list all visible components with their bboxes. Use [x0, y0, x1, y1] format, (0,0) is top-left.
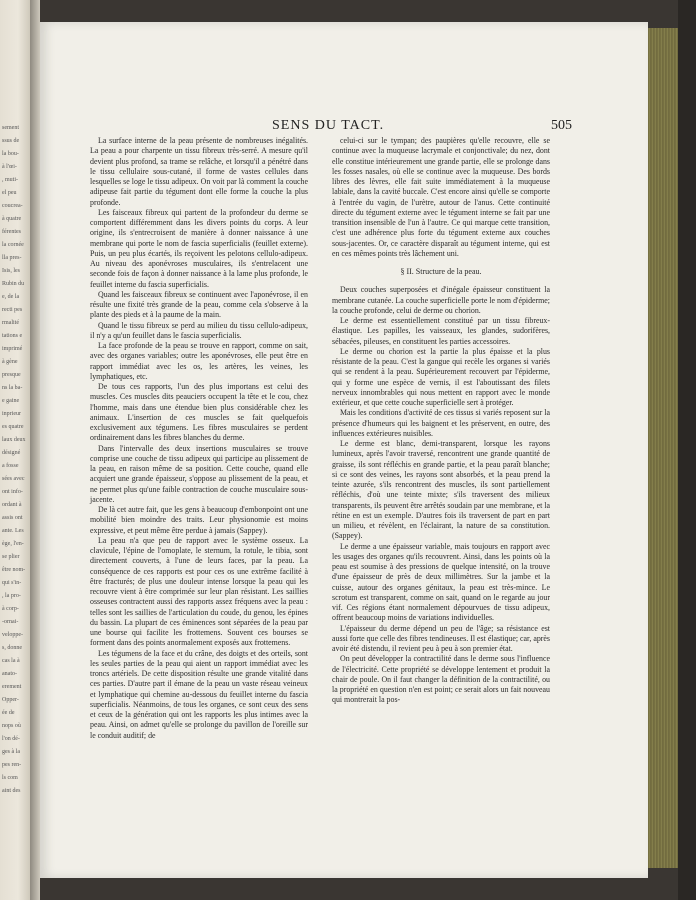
facing-page-fragment: , la pro- — [2, 593, 21, 599]
facing-page-fragment: férentes — [2, 229, 21, 235]
facing-page-fragment: laux deux — [2, 437, 26, 443]
facing-page-fragment: à corp- — [2, 606, 19, 612]
facing-page-fragment: à l'œi- — [2, 164, 17, 170]
facing-page-fragment: Opper- — [2, 697, 19, 703]
facing-page-fragment: el peu — [2, 190, 17, 196]
facing-page-fragment: recti pes — [2, 307, 23, 313]
facing-page-fragment: ante. Les — [2, 528, 24, 534]
facing-page-fragment: nops où — [2, 723, 21, 729]
facing-page-fragment: ordant à — [2, 502, 22, 508]
paragraph: La surface interne de la peau présente de nombreuses inégalités. La peau a pour charpente un tissu fibreux très-serré. A mesure qu'il devient plus profond, sa trame se relâche, et lorsqu'il a pénétré dans le tissu cellulaire sous-cutané, il forme de vastes cellules dans lesquelles se loge le tissu adipeux. On voit par là comment la couche adipeuse fait partie du tégument dont elle forme la couche la plus profonde. — [90, 136, 308, 207]
facing-page-fragment: ges à la — [2, 749, 20, 755]
facing-page-fragment: à gène — [2, 359, 18, 365]
paragraph: Le derme est essentiellement constitué par un tissu fibreux-élastique. Les papilles, les vaisseaux, les glandes, sudorifères, sébacées, pileuses, en constituent les parties accessoires. — [332, 316, 550, 346]
running-title: SENS DU TACT. — [272, 118, 385, 133]
page-number: 505 — [551, 118, 572, 133]
facing-page-fragment: -ornai- — [2, 619, 19, 625]
facing-page-fragment: qui s'in- — [2, 580, 22, 586]
facing-page-fragment: presque — [2, 372, 21, 378]
paragraph: Dans l'intervalle des deux insertions musculaires se trouve comprise une couche de tissu adipeux qui participe au plissement de la peau, en raison même de sa position. Cette couche, quand elle acquiert une grande épaisseur, s'oppose au plissement de la peau, et ne permet plus qu'une faible contraction de couche musculaire sous-jacente. — [90, 443, 308, 504]
facing-page-fragment: coucrea- — [2, 203, 23, 209]
facing-page-fragment: es quatre — [2, 424, 24, 430]
paragraph: Deux couches superposées et d'inégale épaisseur constituent la membrane cutanée. La couche superficielle porte le nom d'épiderme; la couche profonde, celui de derme ou chorion. — [332, 285, 550, 315]
facing-page-fragment: ns la ba- — [2, 385, 23, 391]
facing-page-fragment: , muti- — [2, 177, 18, 183]
facing-page-fragment: anato- — [2, 671, 17, 677]
facing-page-fragment: à quatre — [2, 216, 22, 222]
left-text-column — [90, 136, 308, 741]
facing-page-fragment: a fosse — [2, 463, 19, 469]
facing-page-fragment: e gaine — [2, 398, 20, 404]
book-gutter — [30, 0, 40, 900]
facing-page-fragment: aint des — [2, 788, 21, 794]
paragraph: Le derme a une épaisseur variable, mais toujours en rapport avec les usages des organes qu'ils recouvrent. Ainsi, dans les points où la peau est soumise à des pressions de quelque intensité, on la trouve d'une épaisseur de près de deux millimètres. Sur la jambe et la cuisse, autour des organes génitaux, la peau est très-mince. Le scrotum est transparent, comme on sait, quand on le regarde au jour vif. Ces régions étant normalement dépourvues de tissu adipeux, offrent beaucoup moins de variations individuelles. — [332, 541, 550, 623]
paragraph: Le derme est blanc, demi-transparent, lorsque les rayons lumineux, après l'avoir traversé, rencontrent une grande quantité de graisse, ils sont réfléchis en grande partie, et la peau paraît blanche; si ce sont des veines, les rayons sont absorbés, et la peau prend la teinte azurée, s'ils rencontrent des muscles, ils sont partiellement réfléchis, d'où une teinte mixte; s'ils traversent des milieux transparents, ils peuvent être arrêtés soudain par une membrane, et la rétine en est un exemple. D'autres fois ils traversent de part en part un milieu, et révèlent, en l'éclairant, la nature de sa constitution. (Sappey). — [332, 439, 550, 541]
paragraph: De là cet autre fait, que les gens à beaucoup d'embonpoint ont une mobilité bien moindre des traits. Leur physionomie est moins expressive, et peut même être perdue à jamais (Sappey). — [90, 505, 308, 535]
facing-page-fragment: s, donne — [2, 645, 22, 651]
facing-page-fragment: ont info- — [2, 489, 23, 495]
paragraph: Les tégumens de la face et du crâne, des doigts et des orteils, sont les seules parties de la peau qui aient un rapport immédiat avec les troncs artériels. De cette disposition résulte une grande vitalité dans ces parties. D'autre part il émane de la peau un vaste réseau veineux et lymphatique qui chemine au-dessous du feuillet interne du fascia superficialis. Néanmoins, de tous les organes, ce sont ceux des sens et ceux de la génération qui ont les rapports les plus intimes avec la peau. Ainsi, on admet qu'elle se prolonge du pavillon de l'oreille sur le conduit auditif; de — [90, 648, 308, 740]
facing-page-fragment: tations e — [2, 333, 23, 339]
paragraph: celui-ci sur le tympan; des paupières qu'elle recouvre, elle se continue avec la muqueuse lacrymale et conjonctivale; du nez, dont elle constitue intérieurement une grande partie, elle se prolonge dans les fosses nasales, où elle se continue avec la muqueuse. Des bords libres des lèvres, elle fait suite immédiatement à la muqueuse labiale, dans la cavité buccale. C'est encore ainsi qu'elle se comporte à l'entrée du vagin, de l'urètre, autour de l'anus. Cette continuité directe du tégument externe avec le tégument interne se fait par une transition insensible de l'un à l'autre. Ce qui marque cette transition, c'est une adhérence plus forte du tégument externe aux couches sous-jacentes. Or, ce caractère disparaît au tégument interne, qui est en ces mêmes points très lâchement uni. — [332, 136, 550, 258]
facing-page-fragment: lla pres- — [2, 255, 22, 261]
paragraph: Le derme ou chorion est la partie la plus épaisse et la plus résistante de la peau. C'est la gangue qui recèle les organes si variés qui se rendent à la peau. Supérieurement recouvert par l'épiderme, qui y forme une espèce de vernis, il est l'aboutissant des filets nerveux innombrables qui nous mettent en rapport avec le monde extérieur, et que cette couche superficielle sert à protéger. — [332, 346, 550, 407]
running-header — [232, 118, 572, 134]
paragraph: Mais les conditions d'activité de ces tissus si variés reposent sur la présence d'humeurs qui les baignent et les préservent, en outre, des influences extérieures nuisibles. — [332, 408, 550, 438]
facing-page-fragment: Isis, les — [2, 268, 20, 274]
facing-page-fragment: désigné — [2, 450, 21, 456]
facing-page-fragment: Rubin du — [2, 281, 25, 287]
facing-page-fragment: ls com — [2, 775, 18, 781]
paragraph: De tous ces rapports, l'un des plus importans est celui des muscles. Ces muscles dits peauciers occupent la tête et le cou, chez l'homme, mais dans une étendue bien plus considérable chez les animaux. L'insertion de ces muscles se fait quelquefois exclusivement aux tégumens. Les fibres musculaires se perdent ordinairement dans les fibres blanches du derme. — [90, 382, 308, 443]
paragraph: La peau n'a que peu de rapport avec le système osseux. La clavicule, l'épine de l'omoplate, le sternum, la rotule, le tibia, sont directement couverts, à l'une de leurs faces, par la peau. La conséquence de ces rapports est pour ces os une extrême facilité à être fracturés; de plus une douleur intense lorsque la peau qui les recouvre vient à être comprimée sur leur plan résistant. Les saillies osseuses contractent aussi des rapports assez fréquens avec la peau : telles sont les saillies de l'articulation du coude, du genou, les épines du bassin. La plupart de ces éminences sont séparées de la peau par une bourse qui facilite les frottemens. Souvent ces bourses se forment dans des points anormalement exposés aux frottemens. — [90, 535, 308, 648]
page-block-edge — [648, 28, 678, 868]
book-cover-edge — [678, 0, 696, 900]
facing-page-fragment: se plier — [2, 554, 20, 560]
facing-page-fragment: inprieur — [2, 411, 21, 417]
facing-page-fragment: la bou- — [2, 151, 19, 157]
paragraph: On peut développer la contractilité dans le derme sous l'influence de l'électricité. Cette propriété se développe lentement et produit la chair de poule. On il faut changer la définition de la contractilité, ou la propriété en question n'en est point; ce serait alors un fait nouveau qui montrerait la pos- — [332, 654, 550, 705]
paragraph: Quand le tissu fibreux se perd au milieu du tissu cellulo-adipeux, il n'y a qu'un feuillet dans le fascia superficialis. — [90, 320, 308, 340]
facing-page-fragment: la cornée — [2, 242, 24, 248]
facing-page-fragment: sement — [2, 125, 19, 131]
facing-page-fragment: sées avec — [2, 476, 25, 482]
facing-page-fragment: veloppe- — [2, 632, 23, 638]
paragraph: Quand les faisceaux fibreux se continuent avec l'aponévrose, il en résulte une fixité très grande de la peau, comme cela s'observe à la plante des pieds et à la paume de la main. — [90, 289, 308, 320]
facing-page-fragment: pes ren- — [2, 762, 22, 768]
right-text-column — [332, 136, 550, 706]
facing-page-fragment: être nom- — [2, 567, 26, 573]
paragraph: La face profonde de la peau se trouve en rapport, comme on sait, avec des organes variables; outre les aponévroses, elle peut être en rapport immédiat avec les os, les artères, les veines, les lymphatiques, etc. — [90, 341, 308, 381]
facing-page-fragment: rmalité — [2, 320, 19, 326]
facing-page-fragment: e, de la — [2, 294, 20, 300]
paragraph: Les faisceaux fibreux qui partent de la profondeur du derme se comportent différemment dans les divers points du corps. A leur origine, ils s'entrecroisent de manière à donner naissance à une membrane qui porte le nom de fascia superficialis (feuillet externe). Puis, un peu plus écartés, ils reçoivent les pelotons cellulo-adipeux. Au niveau des aponévroses musculaires, ils s'entrelacent une seconde fois de façon à donner naissance à la lame plus profonde, le feuillet interne du fascia superficialis. — [90, 207, 308, 289]
facing-page-fragment: cas la à — [2, 658, 20, 664]
section-heading: § II. Structure de la peau. — [400, 267, 482, 276]
facing-page-fragment: erement — [2, 684, 22, 690]
facing-page-fragment: l'on dé- — [2, 736, 20, 742]
facing-page-fragment: imprimé — [2, 346, 23, 352]
facing-page-fragment: ssus de — [2, 138, 20, 144]
facing-page-fragment: ège, l'en- — [2, 541, 24, 547]
facing-page-fragment: ée de — [2, 710, 15, 716]
facing-page-edge — [0, 0, 30, 900]
facing-page-fragment: assis ont — [2, 515, 23, 521]
paragraph: L'épaisseur du derme dépend un peu de l'âge; sa résistance est aussi forte que celle des fibres tendineuses. Il est élastique; car, après avoir été distendu, il revient peu à peu à son premier état. — [332, 623, 550, 653]
